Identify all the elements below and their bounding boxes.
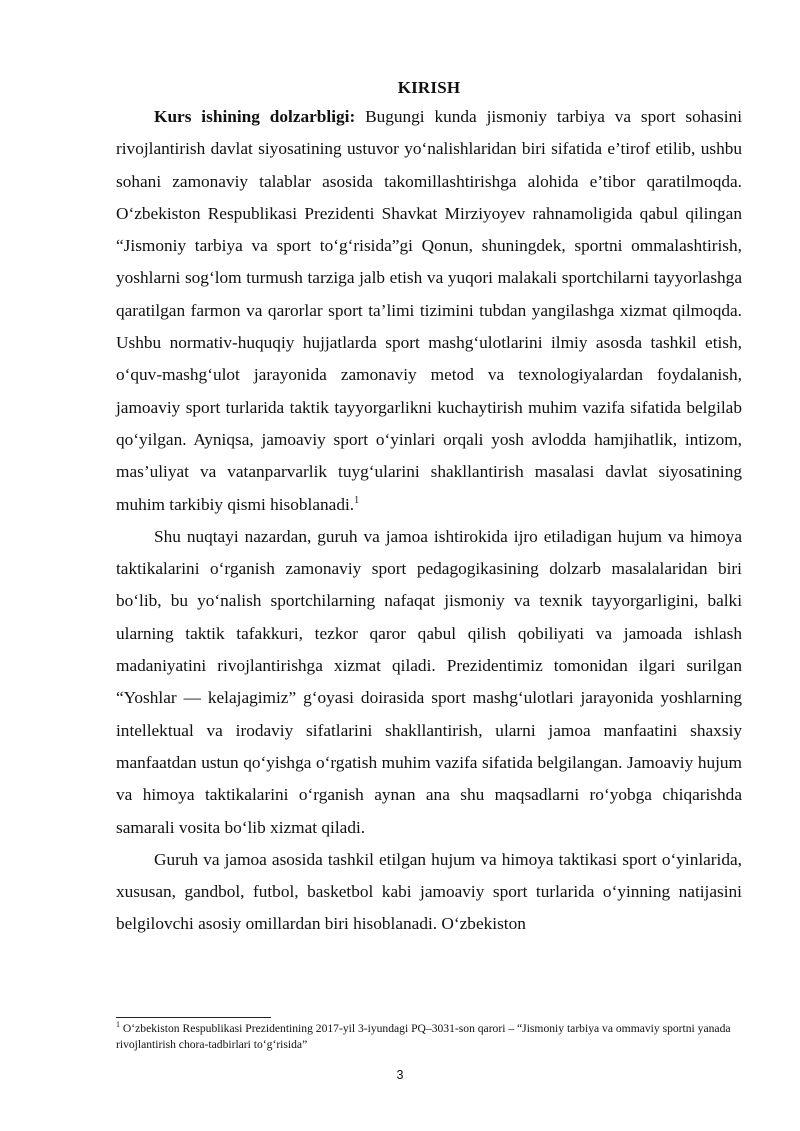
paragraph-relevance bbox=[116, 101, 742, 521]
paragraph-team-tactics: Guruh va jamoa asosida tashkil etilgan hujum va himoya taktikasi sport o‘yinlarida, xususan, gandbol, futbol, basketbol kabi jamoaviy sport turlarida o‘yinning natijasini belgilovchi asosiy omillardan biri hisoblanadi. O‘zbekiston bbox=[116, 849, 742, 934]
page-number: 3 bbox=[396, 1068, 404, 1082]
footnote-marker: 1 bbox=[116, 1020, 120, 1030]
paragraph-lead: Kurs ishining dolzarbligi: bbox=[154, 107, 356, 126]
page-body bbox=[116, 75, 742, 941]
footnote bbox=[116, 1021, 742, 1053]
section-heading: KIRISH bbox=[397, 78, 461, 97]
footnote-separator bbox=[116, 1017, 271, 1018]
paragraph-tactics: Shu nuqtayi nazardan, guruh va jamoa ishtirokida ijro etiladigan hujum va himoya taktikalarini o‘rganish zamonaviy sport pedagogikasining dolzarb masalalaridan biri bo‘lib, bu yo‘nalish sportchilarning nafaqat jismoniy va texnik tayyorgarligini, balki ularning taktik tafakkuri, tezkor qaror qabul qilish qobiliyati va jamoada ishlash madaniyatini rivojlantirishga xizmat qiladi. Prezidentimiz tomonidan ilgari surilgan “Yoshlar — kelajagimiz” g‘oyasi doirasida sport mashg‘ulotlari jarayonida yoshlarning intellektual va irodaviy sifatlarini shakllantirish, ularni jamoa manfaatini shaxsiy manfaatdan ustun qo‘yishga o‘rgatish muhim vazifa sifatida belgilangan. Jamoaviy hujum va himoya taktikalarini o‘rganish aynan ana shu maqsadlarni ro‘yobga chiqarishda samarali vosita bo‘lib xizmat qiladi. bbox=[116, 526, 742, 837]
footnote-text: O‘zbekiston Respublikasi Prezidentining 2017-yil 3-iyundagi PQ–3031-son qarori – “Jismoniy tarbiya va ommaviy sportni yanada rivojlantirish chora-tadbirlari to‘g‘risida” bbox=[116, 1022, 731, 1051]
footnote-reference[interactable]: 1 bbox=[354, 494, 360, 506]
paragraph-text: Bugungi kunda jismoniy tarbiya va sport sohasini rivojlantirish davlat siyosatining ustuvor yo‘nalishlaridan biri sifatida e’tirof etilib, ushbu sohani zamonaviy talablar asosida takomillashtirishga alohida e’tibor qaratilmoqda. O‘zbekiston Respublikasi Prezidenti Shavkat Mirziyoyev rahnamoligida qabul qilingan “Jismoniy tarbiya va sport to‘g‘risida”gi Qonun, shuningdek, sportni ommalashtirish, yoshlarni sog‘lom turmush tarziga jalb etish va yuqori malakali sportchilarni tayyorlashga qaratilgan farmon va qarorlar sport ta’limi tizimini tubdan yangilashga xizmat qilmoqda. Ushbu normativ-huquqiy hujjatlarda sport mashg‘ulotlarini ilmiy asosda tashkil etish, o‘quv-mashg‘ulot jarayonida zamonaviy metod va texnologiyalardan foydalanish, jamoaviy sport turlarida taktik tayyorgarlikni kuchaytirish muhim vazifa sifatida belgilab qo‘yilgan. Ayniqsa, jamoaviy sport o‘yinlari orqali yosh avlodda hamjihatlik, intizom, mas’uliyat va vatanparvarlik tuyg‘ularini shakllantirish masalasi davlat siyosatining muhim tarkibiy qismi hisoblanadi. bbox=[116, 107, 742, 514]
